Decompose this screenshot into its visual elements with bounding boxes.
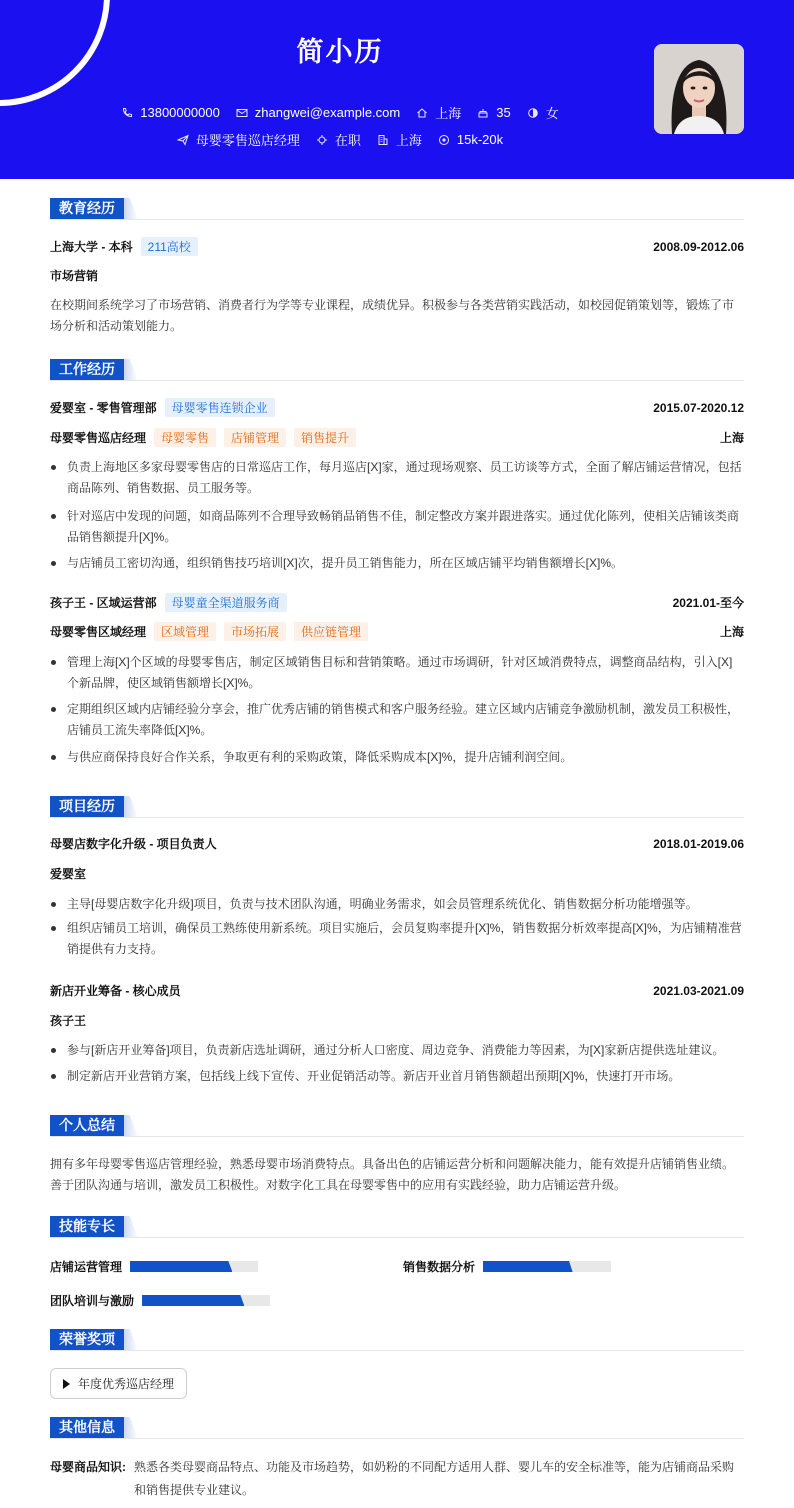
list-item: 与供应商保持良好合作关系，争取更有利的采购政策，降低采购成本[X]%，提升店铺利润空间。 (50, 747, 744, 768)
project-name: 母婴店数字化升级 - 项目负责人 (50, 837, 217, 851)
skill-bar-fill (130, 1261, 232, 1272)
company-badge: 母婴童全渠道服务商 (165, 593, 287, 612)
education-desc: 在校期间系统学习了市场营销、消费者行为学等专业课程，成绩优异。积极参与各类营销实践活动，如校园促销策划等，锻炼了市场分析和活动策划能力。 (50, 298, 735, 333)
project-org: 爱婴室 (50, 867, 87, 881)
send-icon (177, 134, 189, 146)
other-info-key: 母婴商品知识: (50, 1460, 126, 1474)
phone-info (121, 103, 220, 122)
education-period: 2008.09-2012.06 (653, 239, 744, 254)
section-title: 其他信息 (50, 1417, 124, 1438)
section-tail (124, 359, 138, 380)
section-project (50, 796, 744, 818)
status-info (316, 130, 361, 149)
project-org: 孩子王 (50, 1014, 87, 1028)
contact-row (0, 103, 680, 122)
skill-bar-fill (483, 1261, 573, 1272)
salary-text: 15k-20k (456, 132, 504, 147)
work-header (50, 398, 744, 417)
section-title: 荣誉奖项 (50, 1329, 124, 1350)
other-info-item (50, 1456, 744, 1502)
education-major-row (50, 267, 744, 284)
work-title-row (50, 622, 744, 641)
resume-header (0, 0, 794, 179)
skill-name: 销售数据分析 (403, 1260, 476, 1274)
list-item: 负责上海地区多家母婴零售店的日常巡店工作，每月巡店[X]家，通过现场观察、员工访谈等方式，全面了解店铺运营情况，包括商品陈列、销售数据、员工服务等。 (50, 457, 744, 499)
work-title-row (50, 428, 744, 447)
job-tag: 区域管理 (154, 622, 216, 641)
project-header (50, 982, 744, 999)
target-city-text: 上海 (395, 133, 422, 148)
other-info-value: 熟悉各类母婴商品特点、功能及市场趋势，如奶粉的不同配方适用人群、婴儿车的安全标准等，能为店铺商品采购和销售提供专业建议。 (134, 1460, 735, 1497)
status-text: 在职 (334, 133, 361, 148)
project-period: 2018.01-2019.06 (653, 836, 744, 851)
education-header (50, 237, 744, 256)
summary-text: 拥有多年母婴零售巡店管理经验，熟悉母婴市场消费特点。具备出色的店铺运营分析和问题解决能力，能有效提升店铺销售业绩。善于团队沟通与培训，激发员工积极性。对数字化工具在母婴零售中的应用有实践经验，助力店铺运营升级。 (50, 1157, 735, 1192)
job-city: 上海 (719, 431, 744, 445)
salary-icon (438, 134, 450, 146)
project-org-row (50, 1012, 744, 1029)
mail-icon (236, 107, 248, 119)
section-title: 项目经历 (50, 796, 124, 817)
list-item: 定期组织区域内店铺经验分享会，推广优秀店铺的销售模式和客户服务经验。建立区域内店铺竞争激励机制，激发员工积极性，店铺员工流失率降低[X]%。 (50, 699, 744, 741)
building-icon (377, 134, 389, 146)
work-period: 2015.07-2020.12 (653, 400, 744, 415)
section-title: 工作经历 (50, 359, 124, 380)
school-badge: 211高校 (141, 237, 198, 256)
list-item: 主导[母婴店数字化升级]项目，负责与技术团队沟通，明确业务需求，如会员管理系统优化、销售数据分析功能增强等。 (50, 894, 744, 915)
project-org-row (50, 865, 744, 882)
home-icon (416, 107, 428, 119)
skill-name: 团队培训与激励 (50, 1294, 135, 1308)
skill-item (50, 1258, 258, 1275)
project-period: 2021.03-2021.09 (653, 983, 744, 998)
list-item: 针对巡店中发现的问题，如商品陈列不合理导致畅销品销售不佳，制定整改方案并跟进落实。通过优化陈列，使相关店铺该类商品销售额提升[X]%。 (50, 506, 744, 548)
email-text: zhangwei@example.com (254, 105, 401, 120)
education-major: 市场营销 (50, 269, 99, 283)
list-item: 组织店铺员工培训，确保员工熟练使用新系统。项目实施后，会员复购率提升[X]%，销售数据分析效率提高[X]%，为店铺精准营销提供有力支持。 (50, 918, 744, 960)
section-summary (50, 1115, 744, 1137)
section-work (50, 359, 744, 381)
section-title: 教育经历 (50, 198, 124, 219)
project-name: 新店开业筹备 - 核心成员 (50, 984, 181, 998)
award-label: 年度优秀巡店经理 (78, 1377, 175, 1391)
skill-bar-fill (142, 1295, 244, 1306)
work-header (50, 593, 744, 612)
skill-bar (130, 1261, 258, 1272)
skill-item (50, 1292, 270, 1309)
section-tail (124, 1115, 138, 1136)
work-period: 2021.01-至今 (672, 596, 744, 610)
section-tail (124, 1216, 138, 1237)
gender-icon (527, 107, 539, 119)
job-title: 母婴零售巡店经理 (50, 431, 147, 445)
job-target-text: 母婴零售巡店经理 (195, 133, 300, 148)
job-tag: 销售提升 (294, 428, 356, 447)
section-education (50, 198, 744, 220)
age-text: 35 (496, 105, 511, 120)
age-info (477, 103, 510, 122)
award-item[interactable] (50, 1368, 187, 1399)
skill-bar (142, 1295, 270, 1306)
list-item: 参与[新店开业筹备]项目，负责新店选址调研，通过分析人口密度、周边竞争、消费能力等因素，为[X]家新店提供选址建议。 (50, 1040, 744, 1061)
section-skills (50, 1216, 744, 1238)
job-tag: 市场拓展 (224, 622, 286, 641)
job-tag: 店铺管理 (224, 428, 286, 447)
skill-bar (483, 1261, 611, 1272)
section-tail (124, 1329, 138, 1350)
list-item: 与店铺员工密切沟通，组织销售技巧培训[X]次，提升员工销售能力，所在区域店铺平均销售额增长[X]%。 (50, 553, 744, 574)
job-target-info (177, 130, 300, 149)
list-item: 制定新店开业营销方案，包括线上线下宣传、开业促销活动等。新店开业首月销售额超出预期[X]%，快速打开市场。 (50, 1066, 744, 1087)
company-name: 孩子王 - 区域运营部 (50, 596, 157, 610)
avatar (654, 44, 744, 134)
skill-name: 店铺运营管理 (50, 1260, 123, 1274)
job-row (0, 130, 680, 149)
section-tail (124, 1417, 138, 1438)
phone-text: 13800000000 (140, 105, 220, 120)
section-tail (124, 796, 138, 817)
email-info (236, 103, 400, 122)
section-other (50, 1417, 744, 1439)
job-tag: 供应链管理 (294, 622, 368, 641)
company-name: 爱婴室 - 零售管理部 (50, 401, 157, 415)
school-name: 上海大学 - 本科 (50, 240, 133, 254)
target-city-info (377, 130, 422, 149)
job-tag: 母婴零售 (154, 428, 216, 447)
list-item: 管理上海[X]个区域的母婴零售店，制定区域销售目标和营销策略。通过市场调研，针对区域消费特点，调整商品结构，引入[X]个新品牌，使区域销售额增长[X]%。 (50, 652, 744, 694)
job-title: 母婴零售区域经理 (50, 625, 147, 639)
location-text: 上海 (435, 106, 462, 121)
play-icon (63, 1379, 70, 1389)
job-city: 上海 (719, 625, 744, 639)
section-title: 技能专长 (50, 1216, 124, 1237)
skill-item (403, 1258, 611, 1275)
candidate-name: 简小历 (296, 37, 384, 67)
gender-text: 女 (545, 106, 559, 121)
age-icon (477, 107, 489, 119)
phone-icon (121, 107, 133, 119)
project-header (50, 835, 744, 852)
status-icon (316, 134, 328, 146)
section-tail (124, 198, 138, 219)
location-info (416, 103, 461, 122)
section-title: 个人总结 (50, 1115, 124, 1136)
gender-info (527, 103, 559, 122)
salary-info (438, 130, 503, 149)
section-awards (50, 1329, 744, 1351)
company-badge: 母婴零售连锁企业 (165, 398, 275, 417)
